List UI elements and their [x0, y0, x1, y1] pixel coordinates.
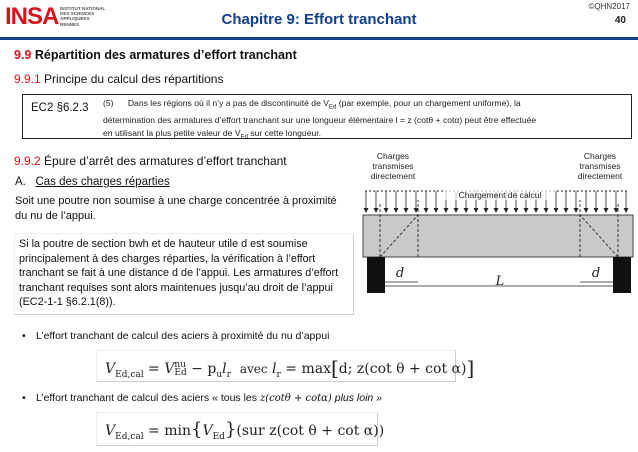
load-arrow-head	[564, 208, 569, 213]
load-arrow-head	[584, 208, 589, 213]
load-arrow-head	[424, 208, 429, 213]
paragraph-intro: Soit une poutre non soumise à une charge concentrée à proximité du nu de l’appui.	[15, 195, 337, 222]
load-arrow-head	[444, 208, 449, 213]
label-d-left: d	[395, 266, 405, 281]
load-arrow-head	[594, 208, 599, 213]
load-arrow-head	[384, 208, 389, 213]
bullet-further: • L’effort tranchant de calcul des aciers « tous les z(cotθ + cotα) plus loin »	[36, 392, 382, 404]
text-box	[14, 233, 354, 315]
subsection-title: Principe du calcul des répartitions	[44, 72, 224, 86]
ec2-quote-text: (5) Dans les régions où il n’y a pas de discontinuité de $V_{Ed}$ (par exemple, pour un chargement uniforme), la détermination des armatures d’effort tranchant sur une longueur élémentaire l = z (cotθ + cotα) peut être effectuée en utilisant la plus petite valeur de $V_{Ed}$ sur cette longueur.	[103, 98, 537, 141]
part-a-title: Cas des charges réparties	[35, 176, 170, 188]
load-arrow-head	[454, 208, 459, 213]
equation-box-2	[96, 412, 385, 446]
left-support	[367, 257, 385, 293]
part-a-heading: A. Cas des charges réparties	[15, 176, 170, 188]
load-arrow-head	[494, 208, 499, 213]
load-arrow-head	[544, 208, 549, 213]
ec2-quote-box	[22, 94, 632, 139]
load-arrow-head	[514, 208, 519, 213]
subsection-number: 9.9.2	[14, 154, 41, 168]
beam	[363, 215, 633, 257]
load-arrow-head	[624, 208, 629, 213]
page-number: 40	[614, 15, 626, 26]
subsection-heading-1	[14, 72, 223, 86]
load-arrow-head	[404, 208, 409, 213]
load-arrow-head	[524, 208, 529, 213]
label-span: L	[495, 274, 505, 289]
clause-number: (5)	[103, 98, 114, 108]
load-arrow-head	[484, 208, 489, 213]
load-arrow-head	[474, 208, 479, 213]
subsection-number: 9.9.1	[14, 72, 41, 86]
section-title: Répartition des armatures d’effort tranchant	[34, 48, 297, 62]
load-arrow-head	[574, 208, 579, 213]
logo-subtitle: INSTITUT NATIONAL DES SCIENCES APPLIQUÉES RENNES	[60, 6, 106, 27]
equation-2: $V_{Ed,cal} = \min\{V_{Ed}\}(sur$ z(cot θ + cot α))	[105, 419, 385, 442]
subsection-heading-2	[14, 154, 287, 168]
load-arrow-head	[394, 208, 399, 213]
bullet-near-support: • L’effort tranchant de calcul des aciers à proximité du nu d’appui	[36, 330, 329, 342]
copyright: ©QHN2017	[588, 2, 630, 11]
label-d-right: d	[591, 266, 601, 281]
subsection-title: Épure d’arrêt des armatures d’effort tranchant	[44, 154, 287, 168]
label-design-load: Chargement de calcul	[445, 190, 555, 200]
label-left-charges: Charges transmises directement	[370, 151, 416, 181]
load-arrow-head	[364, 208, 369, 213]
section-number: 9.9	[14, 48, 32, 62]
page-title: Chapitre 9: Effort tranchant	[221, 11, 417, 28]
load-arrow-head	[554, 208, 559, 213]
paragraph-body: Si la poutre de section bwh et de hauteur utile d est soumise principalement à des charges réparties, la vérification à l’effort tranchant se fait à une distance d de l’appui. Les armatures d’effort tranchant requises sont alors maintenues jusqu’au droit de l’appui (EC2-1-1 §6.2.1(8)).	[19, 238, 339, 308]
equation-1: $V_{Ed,cal}$ = Vnu $Ed - p_ul_r$ avec $l_r = \max[d$; z(cot θ + cot α)]	[105, 356, 475, 380]
load-arrow-head	[604, 208, 609, 213]
load-arrow-head	[504, 208, 509, 213]
ec2-reference: EC2 §6.2.3	[31, 102, 89, 114]
equation-box-1	[96, 350, 475, 382]
load-arrow-head	[534, 208, 539, 213]
load-arrow-head	[374, 208, 379, 213]
right-support	[613, 257, 631, 293]
logo-text: INSA	[5, 3, 59, 30]
header-rule	[0, 37, 638, 40]
load-arrow-head	[464, 208, 469, 213]
load-arrow-head	[434, 208, 439, 213]
section-heading	[14, 48, 297, 62]
label-right-charges: Charges transmises directement	[577, 151, 623, 181]
